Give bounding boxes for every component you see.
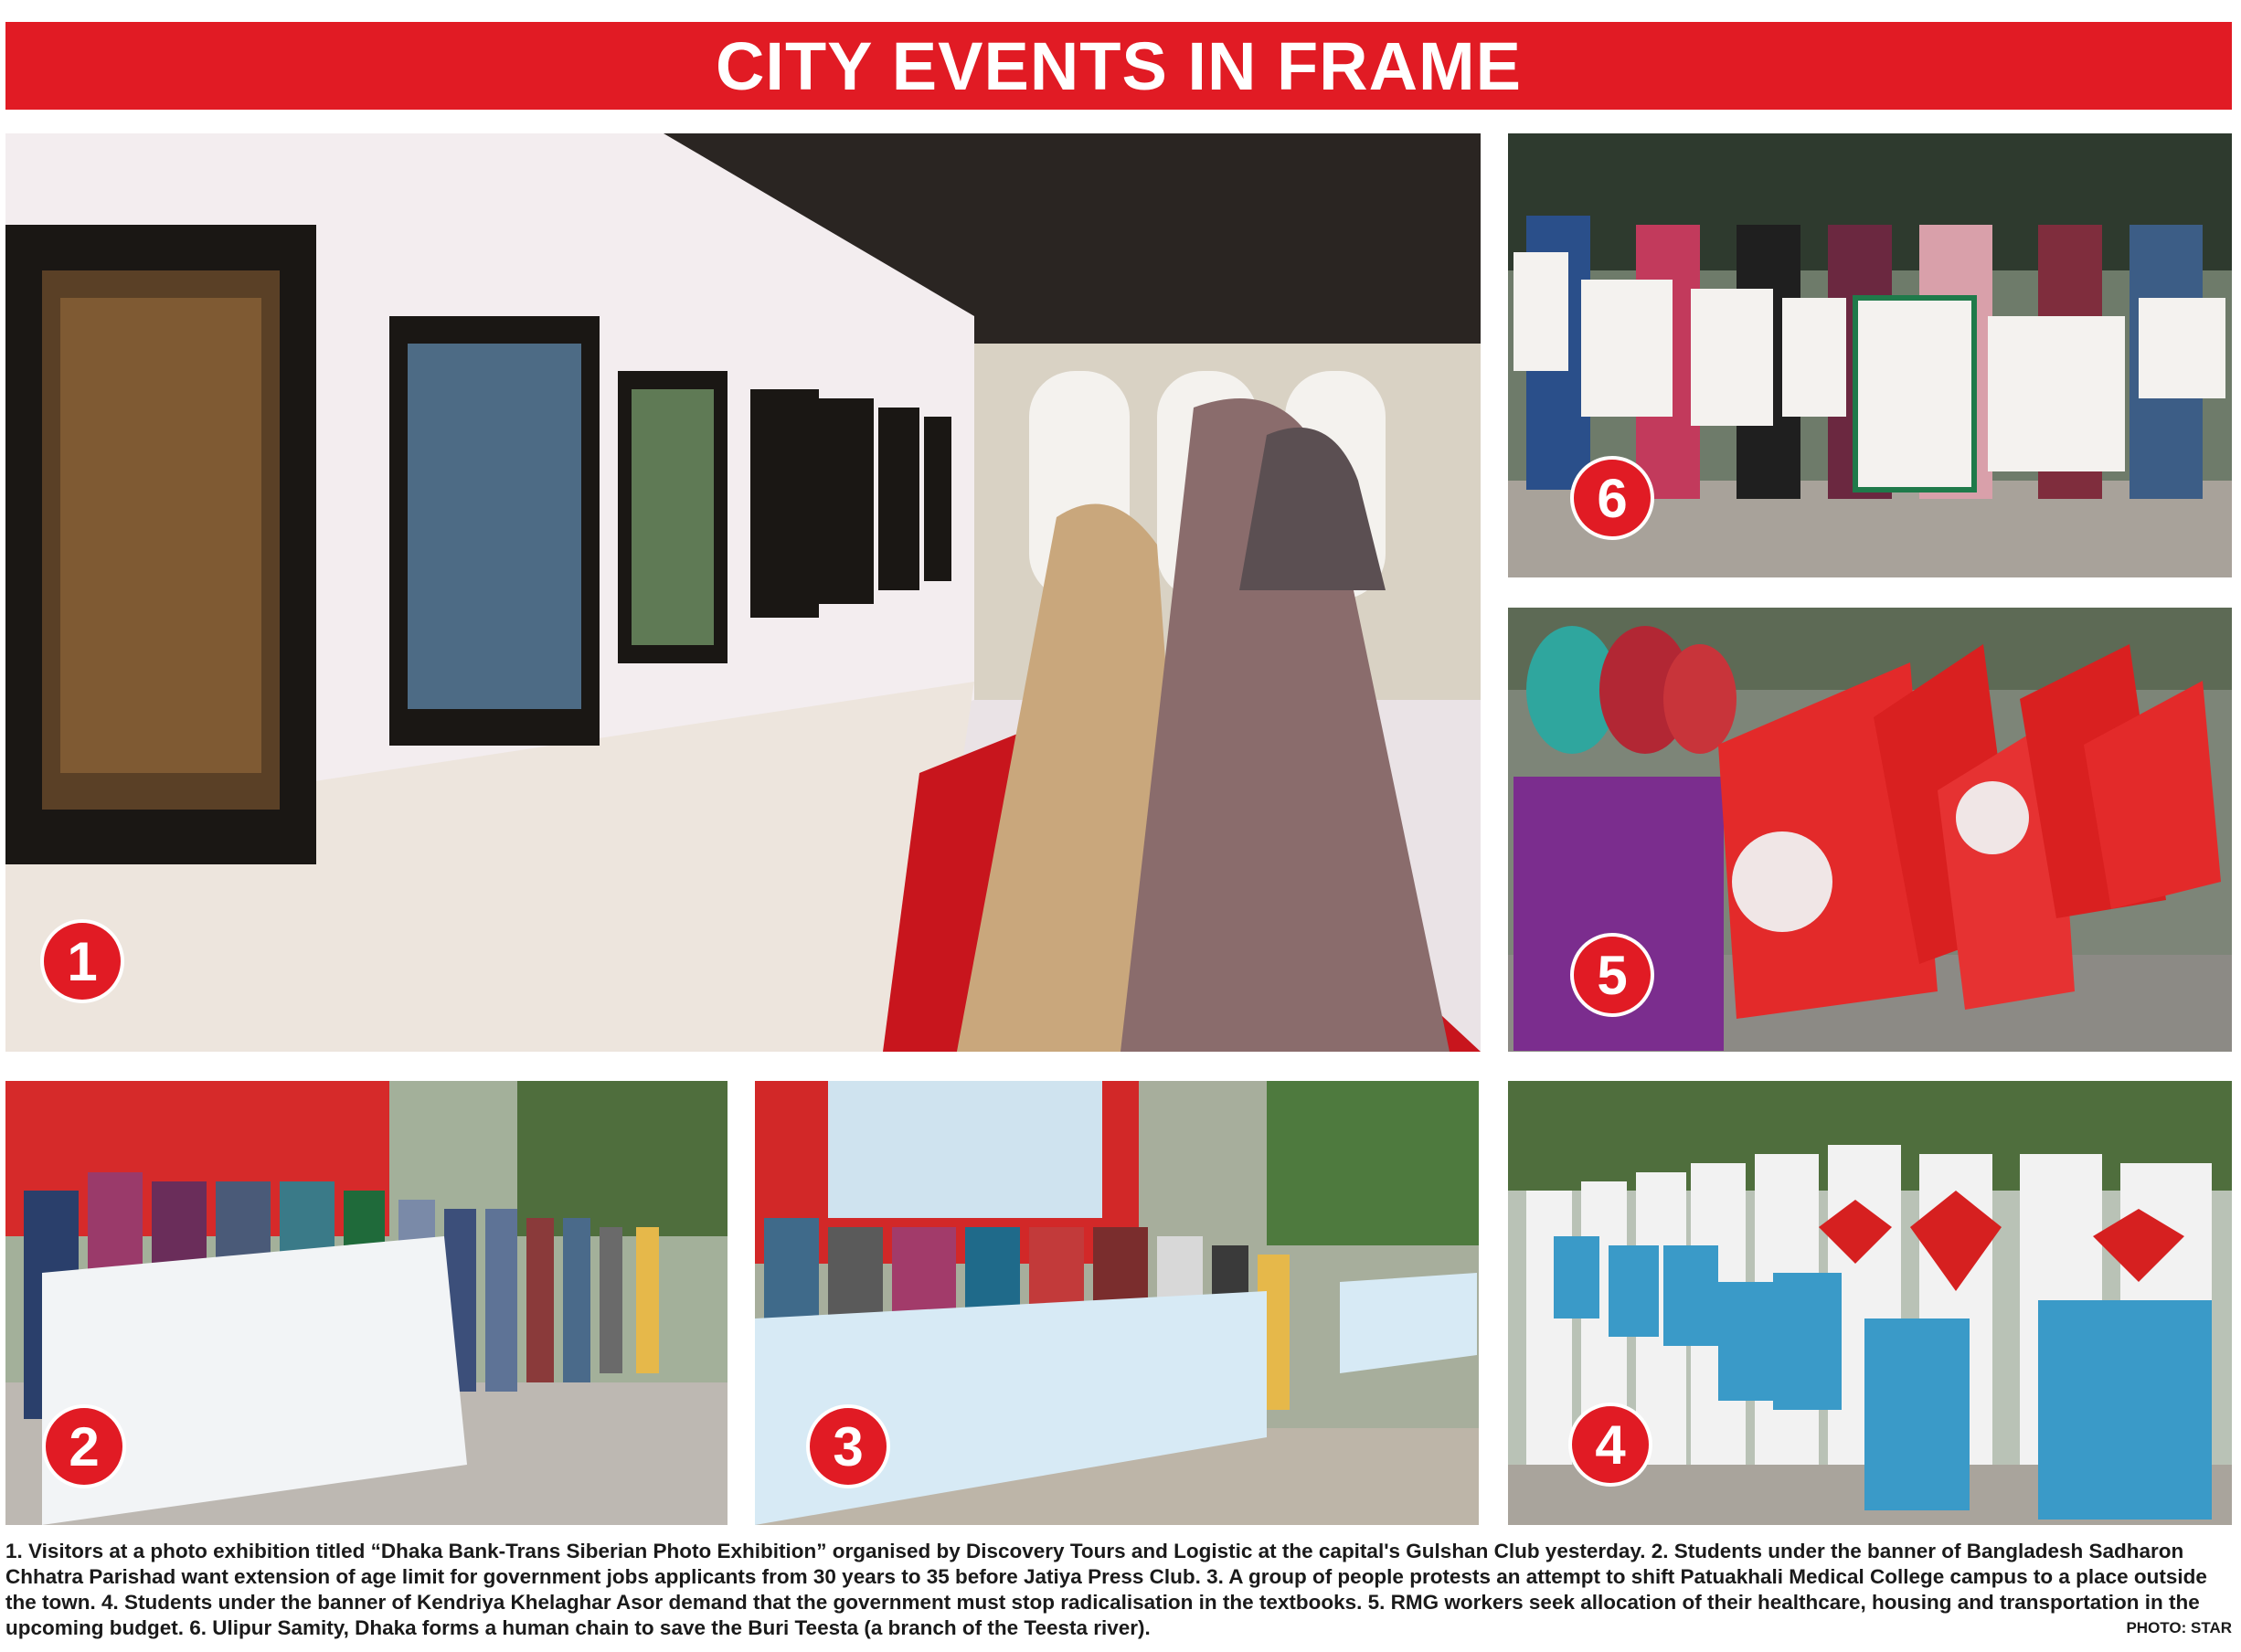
photo-5-rmg-workers (1508, 608, 2232, 1052)
photo-number-badge: 5 (1570, 933, 1654, 1017)
title-banner (5, 22, 2232, 110)
photo-3-medical-college-protest (755, 1081, 1479, 1525)
photo-number-badge: 3 (806, 1404, 890, 1488)
photo-number-badge: 4 (1568, 1403, 1652, 1487)
photo-credit: PHOTO: STAR (2126, 1619, 2232, 1636)
photo-4-students-banners (1508, 1081, 2232, 1525)
photo-number-badge: 1 (40, 919, 124, 1003)
photo-6-teesta-chain (1508, 133, 2232, 577)
photo-2-students-chain (5, 1081, 728, 1525)
page-title: CITY EVENTS IN FRAME (715, 27, 1523, 104)
photo-1-exhibition (5, 133, 1481, 1052)
photo-number-badge: 6 (1570, 456, 1654, 540)
photo-caption: 1. Visitors at a photo exhibition titled “Dhaka Bank-Trans Siberian Photo Exhibition” organised by Discovery Tours and Logistic at the capital's Gulshan Club yesterday. 2. Students under the banner of Bangladesh Sadharon Chhatra Parishad want extension of age limit for government jobs applicants from 30 years to 35 before Jatiya Press Club. 3. A group of people protests an attempt to shift Patuakhali Medical College campus to a place outside the town. 4. Students under the banner of Kendriya Khelaghar Asor demand that the government must stop radicalisation in the textbooks. 5. RMG workers seek allocation of their healthcare, housing and transportation in the upcoming budget. 6. Ulipur Samity, Dhaka forms a human chain to save the Buri Teesta (a branch of the Teesta river). (5, 1540, 2207, 1639)
photo-number-badge: 2 (42, 1404, 126, 1488)
